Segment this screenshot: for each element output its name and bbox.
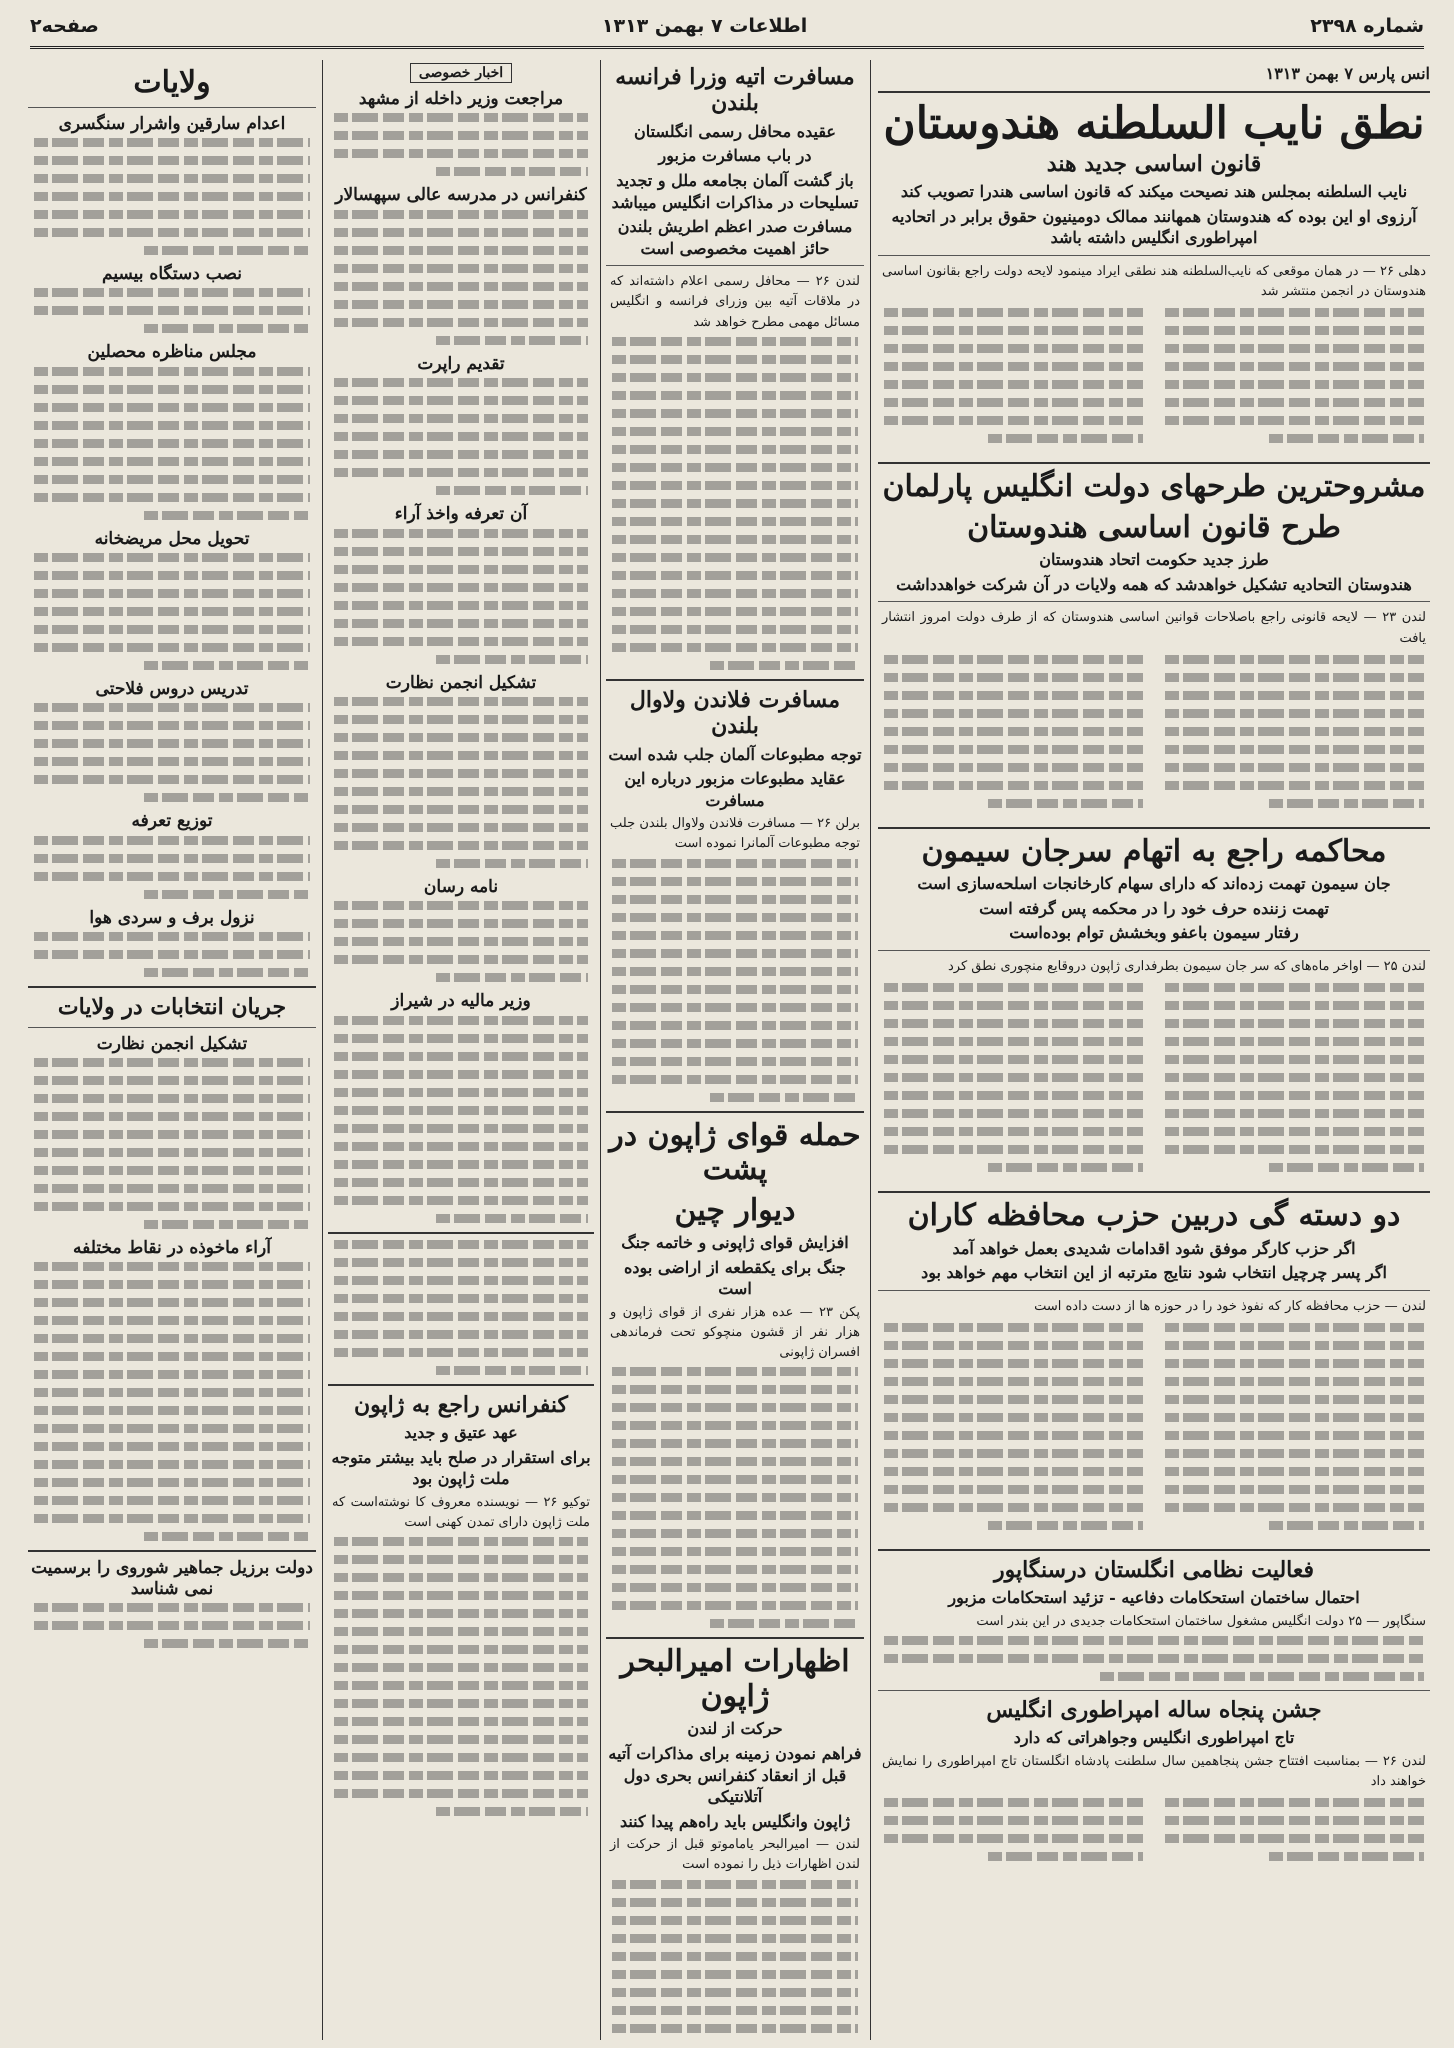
india-body: دهلی ۲۶ — در همان موقعی که نایب‌السلطنه هند نطقی ایراد مینمود لایحه دولت راجع بقانون اساسی هندوستان در انجمن منتشر شد (882, 263, 1426, 300)
peace-conf-sub: عهد عتیق و جدید (404, 1423, 518, 1443)
simon-body-lines (884, 983, 1143, 1181)
special-title-6: نامه رسان (423, 876, 499, 897)
simon-sub3: رفتار سیمون باعفو وبخشش توام بوده‌است (1009, 923, 1299, 943)
labour-sub2: اگر پسر چرچیل انتخاب شود نتایج مترتبه از این انتخاب مهم خواهد بود (921, 1263, 1387, 1283)
admiral-body-lines (612, 1880, 858, 2040)
ministers-sub2: در باب مسافرت مزبور (658, 146, 812, 166)
special-title-2: کنفرانس در مدرسه عالی سپهسالار (335, 185, 587, 206)
parliament-body-lines (1165, 655, 1424, 817)
provinces-title-8: تشکیل انجمن نظارت (96, 1033, 248, 1054)
provinces-title-3: مجلس مناظره محصلین (87, 342, 257, 363)
parliament-body-lines (884, 655, 1143, 817)
wall-body-lines (612, 1367, 858, 1628)
peace-conf-headline: کنفرانس راجع به ژاپون (354, 1391, 568, 1418)
simon-sub2: تهمت زننده حرف خود را در محکمه پس گرفته است (979, 898, 1329, 918)
issue-number: شماره ۲۳۹۸ (1310, 15, 1424, 37)
provinces-headline: ولایات (133, 65, 211, 100)
column-diplomacy (606, 60, 864, 2040)
admiral-body: لندن — امیرالبحر یاماموتو قبل از حرکت از لندن اظهارات ذیل را نموده است (610, 1837, 860, 1873)
ministers-sub4: مسافرت صدر اعظم اطریش بلندن حائز اهمیت مخصوصی است (617, 217, 853, 258)
simon-headline: محاکمه راجع به اتهام سرجان سیمون (921, 833, 1387, 869)
labour-body-lines (1165, 1323, 1424, 1539)
flandin-body: برلن ۲۶ — مسافرت فلاندن ولاوال بلندن جلب توجه مطبوعات آلمانرا نموده است (610, 816, 861, 852)
jubilee-headline: جشن پنجاه ساله امپراطوری انگلیس (986, 1697, 1322, 1724)
flandin-body-lines (612, 859, 858, 1102)
column-rule (322, 60, 323, 2040)
wall-sub: افزایش قوای ژاپونی و خاتمه جنگ (621, 1233, 849, 1253)
provinces-body-lines (34, 138, 310, 255)
provinces-body-lines (34, 1262, 310, 1541)
india-body-lines (1165, 308, 1424, 452)
flandin-sub2: عقاید مطبوعات مزبور درباره این مسافرت (624, 769, 846, 810)
admiral-headline: اظهارات امیرالبحر ژاپون (620, 1644, 850, 1714)
peace-conf-body-lines (334, 1537, 588, 1816)
provinces-body-lines (34, 367, 310, 520)
jubilee-body-lines (1165, 1798, 1424, 1870)
provinces-body-lines (34, 553, 310, 670)
provinces-title-2: نصب دستگاه بیسیم (102, 263, 242, 284)
elections-headline: جریان انتخابات در ولایات (57, 994, 287, 1021)
labour-body: لندن — حزب محافظه کار که نفوذ خود را در حوزه ها از دست داده است (1034, 1298, 1426, 1314)
provinces-title-5: تدریس دروس فلاحتی (95, 679, 249, 700)
ministers-sub: عقیده محافل رسمی انگلستان (634, 121, 836, 141)
singapore-body: سنگاپور — ۲۵ دولت انگلیس مشغول ساختمان استحکامات جدیدی در این بندر است (976, 1613, 1426, 1629)
india-sub2: نایب السلطنه بمجلس هند نصیحت میکند که قانون اساسی هندرا تصویب کند (900, 182, 1408, 202)
parliament-sub: طرز جدید حکومت اتحاد هندوستان (1039, 550, 1269, 570)
india-headline: نطق نایب السلطنه هندوستان (883, 97, 1425, 149)
singapore-sub: احتمال ساختمان استحکامات دفاعیه - تزئید استحکامات مزبور (948, 1588, 1360, 1608)
provinces-body-lines (34, 836, 310, 899)
provinces-title-6: توزیع تعرفه (131, 811, 213, 832)
special-body-lines (334, 210, 588, 345)
ministers-sub3: باز گشت آلمان بجامعه ملل و تجدید تسلیحات در مذاکرات انگلیس میباشد (611, 170, 859, 212)
india-body-lines (884, 308, 1143, 452)
special-title-3: تقدیم راپرت (417, 353, 505, 374)
masthead (30, 6, 1424, 49)
special-body-lines (334, 529, 588, 664)
peace-conf-sub2: برای استقرار در صلح باید بیشتر متوجه ملت ژاپون بود (331, 1447, 591, 1489)
provinces-title-9: آراء ماخوذه در نقاط مختلفه (73, 1238, 271, 1259)
admiral-sub3: ژاپون وانگلیس باید راه‌هم پیدا کنند (619, 1811, 851, 1831)
ministers-body: لندن ۲۶ — محافل رسمی اعلام داشته‌اند که در ملاقات آتیه بین وزرای فرانسه و انگلیس مسائل مهمی مطرح خواهد شد (610, 274, 861, 330)
labour-headline: دو دسته گی دربین حزب محافظه کاران (907, 1198, 1401, 1234)
singapore-body-lines (884, 1636, 1424, 1681)
labour-body-lines (884, 1323, 1143, 1539)
flandin-headline: مسافرت فلاندن ولاوال بلندن (629, 686, 841, 740)
ministers-headline: مسافرت اتیه وزرا فرانسه بلندن (615, 64, 855, 117)
india-sub3: آرزوی او این بوده که هندوستان همهانند ممالک دومینیون حقوق برابر در اتحادیه امپراطوری انگلیس داشته باشد (891, 206, 1417, 248)
column-world-news (878, 60, 1430, 2040)
special-title-4: آن تعرفه واخذ آراء (394, 504, 528, 525)
singapore-headline: فعالیت نظامی انگلستان درسنگاپور (994, 1556, 1314, 1583)
parliament-headline2: طرح قانون اساسی هندوستان (967, 509, 1341, 545)
page-number: صفحه۲ (30, 15, 99, 37)
provinces-body-lines (34, 1058, 310, 1229)
wall-sub2: جنگ برای یکقطعه از اراضی بوده است (624, 1257, 846, 1299)
simon-sub: جان سیمون تهمت زده‌اند که دارای سهام کارخانجات اسلحه‌سازی است (917, 874, 1391, 894)
provinces-body-lines (34, 703, 310, 802)
admiral-sub2: فراهم نمودن زمینه برای مذاکرات آتیه قبل از انعقاد کنفرانس بحری دول آتلانتیکی (608, 1743, 862, 1807)
special-title-7: وزیر مالیه در شیراز (391, 991, 531, 1012)
wall-headline2: دیوار چین (674, 1192, 796, 1228)
parliament-body: لندن ۲۳ — لایحه قانونی راجع باصلاحات قوانین اساسی هندوستان که از طرف دولت امروز انتشار یافت (882, 610, 1427, 646)
special-body-lines (334, 378, 588, 495)
india-sub1: قانون اساسی جدید هند (1046, 150, 1262, 177)
labour-sub: اگر حزب کارگر موفق شود اقدامات شدیدی بعمل خواهد آمد (952, 1238, 1356, 1258)
special-body-lines (334, 901, 588, 982)
provinces-title-4: تحویل محل مریضخانه (94, 528, 250, 549)
special-title-1: مراجعت وزیر داخله از مشهد (358, 89, 564, 109)
provinces-title-1: اعدام سارقین واشرار سنگسری (58, 113, 286, 134)
simon-body: لندن ۲۵ — اواخر ماه‌های که سر جان سیمون بطرفداری ژاپون دروقایع منچوری نطق کرد (948, 958, 1426, 974)
masthead-date: اطلاعات ۷ بهمن ۱۳۱۳ (601, 15, 808, 37)
column-rule (600, 60, 601, 2040)
parliament-headline: مشروحترین طرحهای دولت انگلیس پارلمان (882, 469, 1426, 505)
jubilee-body-lines (884, 1798, 1143, 1870)
simon-body-lines (1165, 983, 1424, 1181)
wall-body: پکن ۲۳ — عده هزار نفری از قوای ژاپون و هزار نفر از قشون منچوکو تحت فرماندهی افسران ژاپونی (610, 1304, 860, 1361)
india-kicker: انس پارس ۷ بهمن ۱۳۱۳ (1265, 64, 1430, 83)
provinces-body-lines (34, 1603, 310, 1648)
column-provinces (28, 60, 316, 2040)
ministers-body-lines (612, 337, 858, 670)
peace-conf-body: توکیو ۲۶ — نویسنده معروف کا نوشته‌است که ملت ژاپون دارای تمدن کهنی است (332, 1494, 590, 1531)
special-title-5: تشکیل انجمن نظارت (385, 672, 537, 693)
special-body-lines (334, 1016, 588, 1223)
flandin-sub: توجه مطبوعات آلمان جلب شده است (608, 744, 862, 764)
provinces-title-7: نزول برف و سردی هوا (89, 907, 255, 928)
provinces-body-lines (34, 288, 310, 333)
column-rule (870, 60, 871, 2040)
continued-lines (334, 1240, 588, 1375)
provinces-title-10: دولت برزیل جماهیر شوروی را برسمیت نمی شناسد (31, 1558, 313, 1599)
parliament-sub2: هندوستان التحادیه تشکیل خواهدشد که همه ولایات در آن شرکت خواهدداشت (896, 574, 1412, 594)
jubilee-sub: تاج امپراطوری انگلیس وجواهراتی که دارد (1013, 1728, 1295, 1748)
provinces-body-lines (34, 932, 310, 977)
jubilee-body: لندن ۲۶ — بمناسبت افتتاح جشن پنجاهمین سال سلطنت پادشاه انگلستان تاج امپراطوری را نمایش خواهند داد (882, 1754, 1426, 1790)
column-special-news (328, 60, 594, 2040)
wall-headline: حمله قوای ژاپون در پشت (609, 1117, 861, 1188)
admiral-sub: حرکت از لندن (687, 1719, 783, 1739)
special-body-lines (334, 113, 588, 176)
special-body-lines (334, 697, 588, 868)
special-label: اخبار خصوصی (410, 63, 512, 83)
